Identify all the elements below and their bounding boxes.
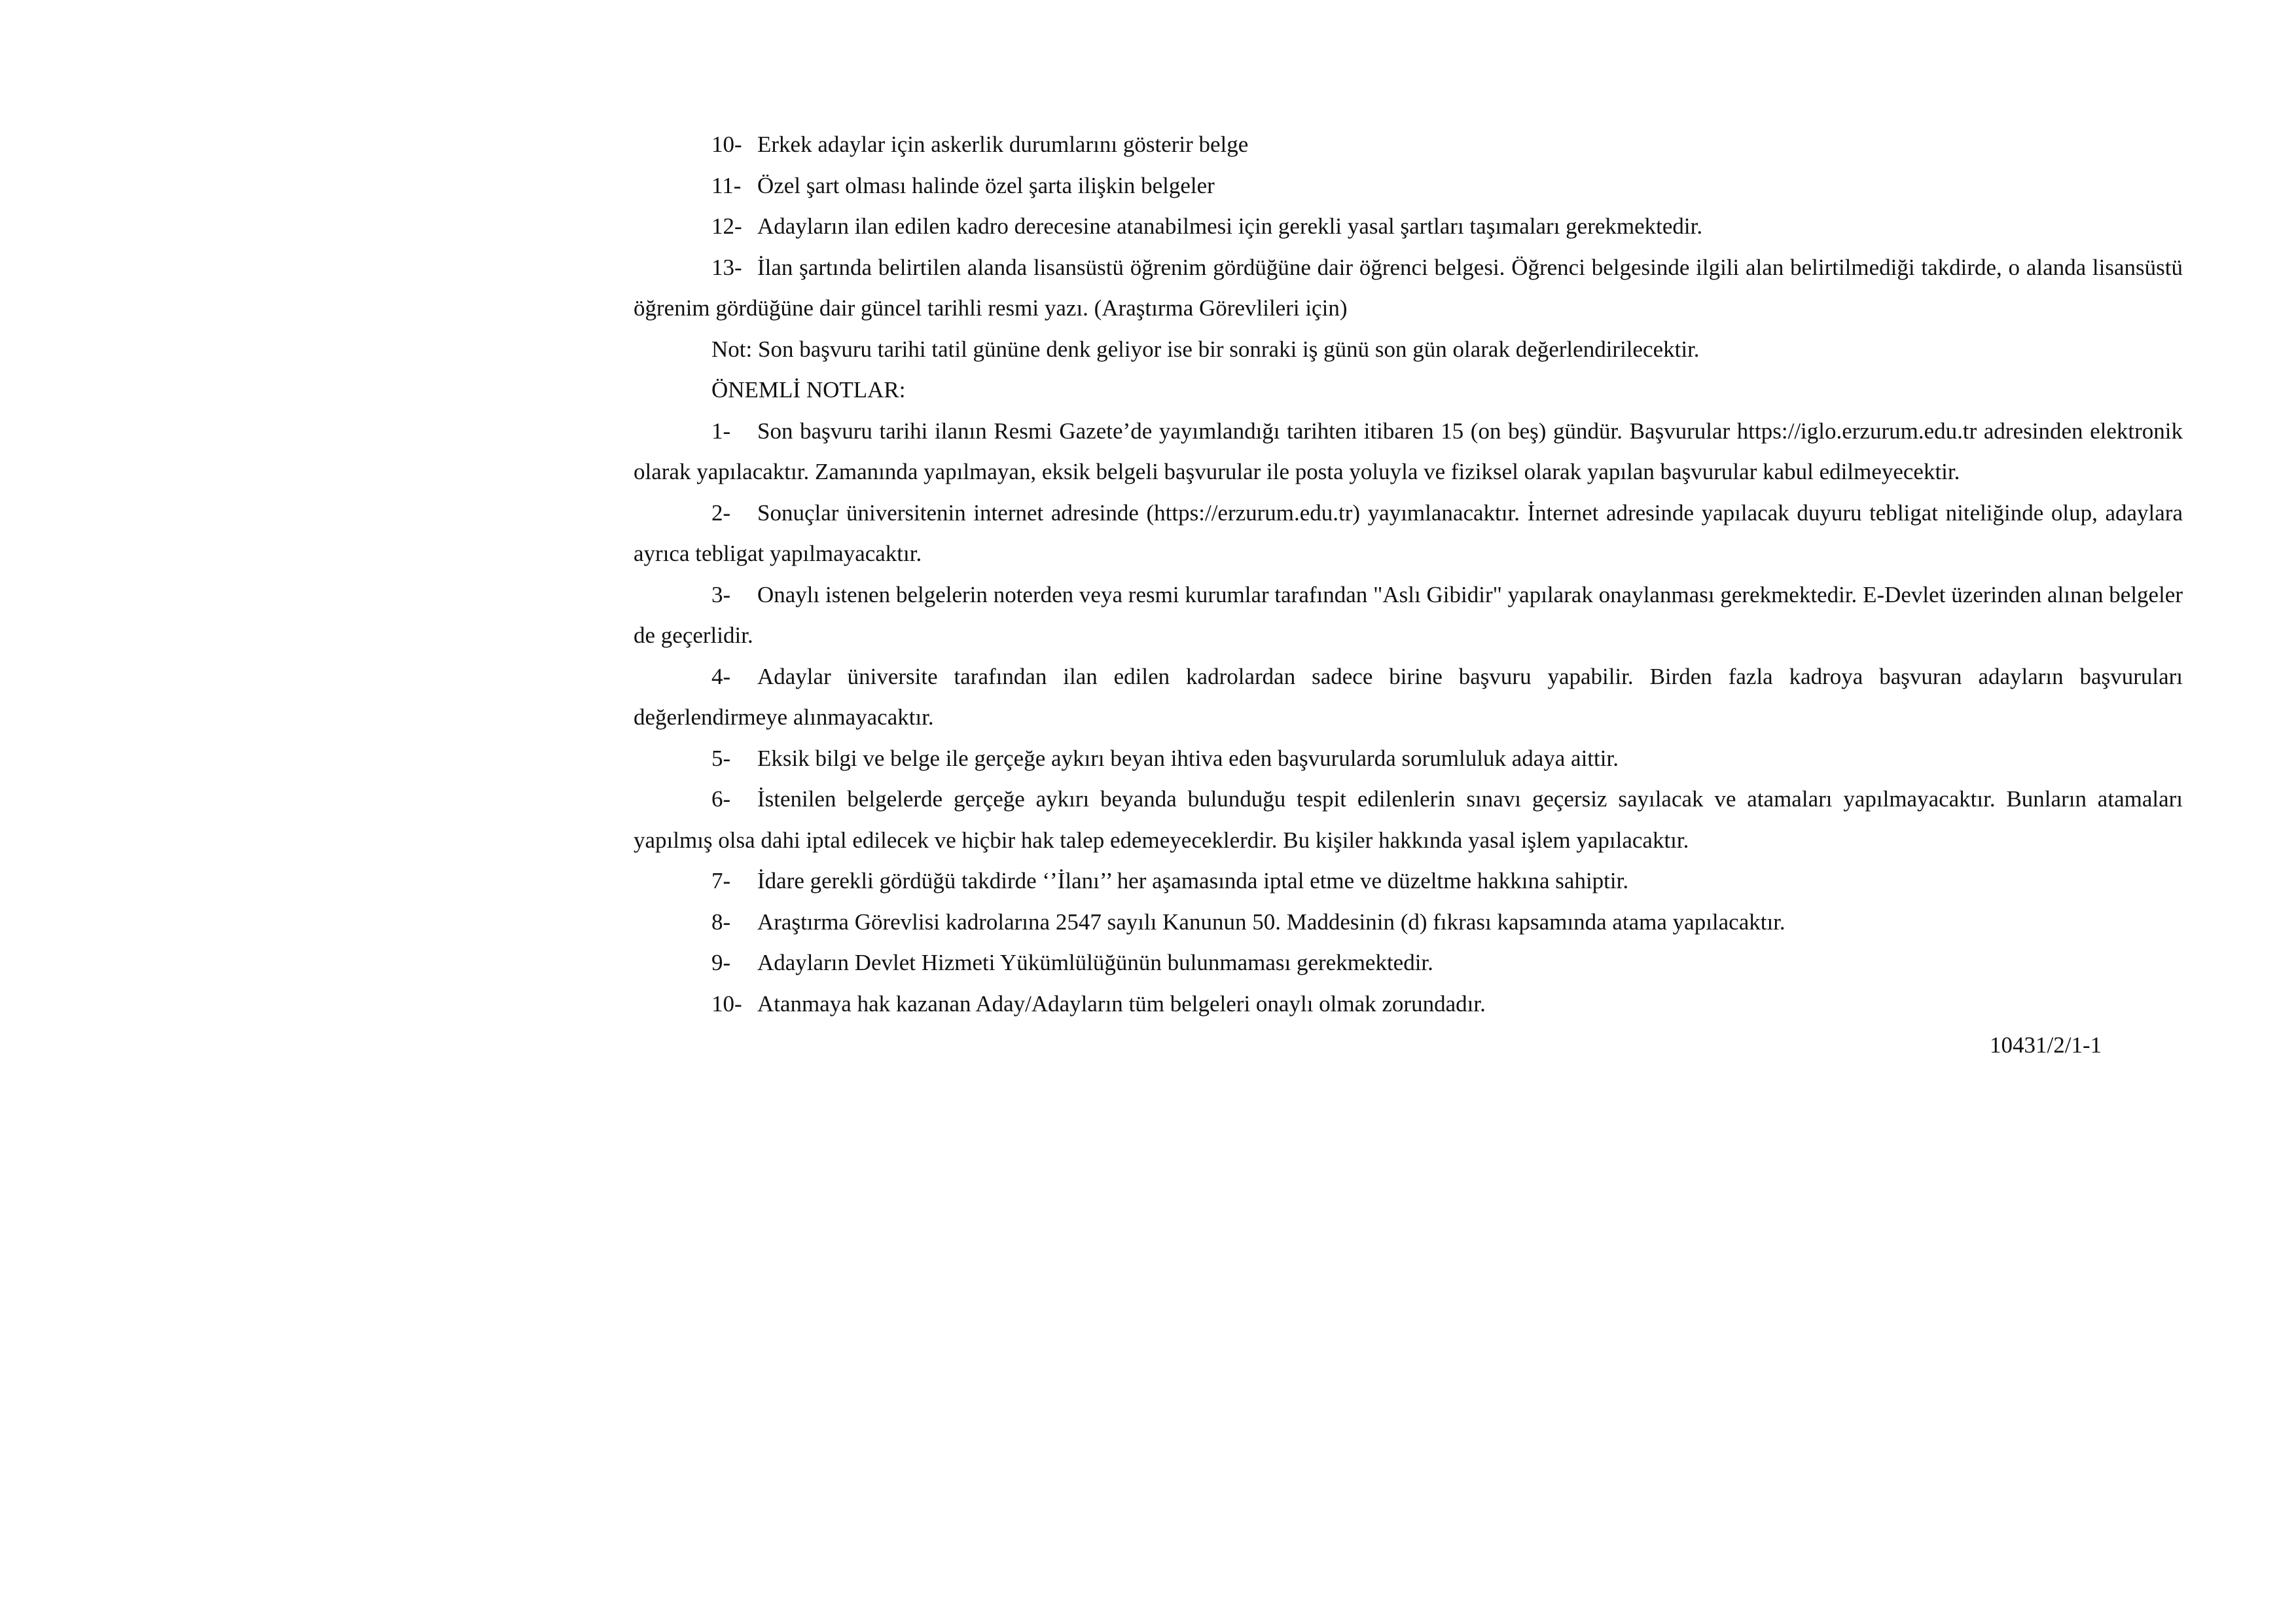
requirement-number: 12- [711, 213, 742, 239]
important-note-item [634, 575, 2183, 657]
document-reference-number: 10431/2/1-1 [1990, 1032, 2102, 1058]
requirement-item [634, 166, 2183, 207]
note-number: 2- [711, 499, 731, 526]
important-note-item [634, 411, 2183, 493]
note-text: Son başvuru tarihi ilanın Resmi Gazete’de yayımlandığı tarihten itibaren 15 (on beş) gündür. Başvurular https://iglo.erzurum.edu.tr adresinden elektronik olarak yapılacaktır. Zamanında yapılmayan, eksik belgeli başvurular ile posta yoluyla ve fiziksel olarak yapılan başvurular kabul edilmeyecektir. [634, 418, 2183, 484]
important-note-item [634, 493, 2183, 575]
requirement-number: 13- [711, 254, 742, 280]
important-note-item [634, 943, 2183, 984]
requirement-text: İlan şartında belirtilen alanda lisansüstü öğrenim gördüğüne dair öğrenci belgesi. Öğrenci belgesinde ilgili alan belirtilmediği takdirde, o alanda lisansüstü öğrenim gördüğüne dair güncel tarihli resmi yazı. (Araştırma Görevlileri için) [634, 254, 2183, 321]
deadline-note: Not: Son başvuru tarihi tatil gününe denk geliyor ise bir sonraki iş günü son gün olarak değerlendirilecektir. [711, 336, 1700, 362]
important-note-item [634, 984, 2183, 1025]
note-number: 9- [711, 950, 731, 975]
note-number: 3- [711, 581, 731, 607]
important-note-item [634, 861, 2183, 902]
note-text: Araştırma Görevlisi kadrolarına 2547 sayılı Kanunun 50. Maddesinin (d) fıkrası kapsamında atama yapılacaktır. [757, 909, 1785, 935]
requirement-text: Özel şart olması halinde özel şarta ilişkin belgeler [757, 172, 1215, 198]
requirement-item [634, 206, 2183, 247]
note-number: 10- [711, 990, 742, 1017]
note-text: Adayların Devlet Hizmeti Yükümlülüğünün bulunmaması gerekmektedir. [757, 950, 1433, 975]
requirement-number: 11- [711, 172, 742, 198]
requirement-text: Erkek adaylar için askerlik durumlarını gösterir belge [757, 132, 1249, 157]
note-number: 6- [711, 786, 731, 812]
document-body [634, 124, 2183, 1024]
note-number: 1- [711, 418, 731, 444]
note-text: Sonuçlar üniversitenin internet adresinde (https://erzurum.edu.tr) yayımlanacaktır. İnternet adresinde yapılacak duyuru tebligat niteliğinde olup, adaylara ayrıca tebligat yapılmayacaktır. [634, 499, 2183, 566]
requirement-item [634, 247, 2183, 329]
note-text: Adaylar üniversite tarafından ilan edilen kadrolardan sadece birine başvuru yapabilir. Birden fazla kadroya başvuran adayların başvuruları değerlendirmeye alınmayacaktır. [634, 663, 2183, 730]
requirement-item [634, 124, 2183, 166]
important-notes-heading: ÖNEMLİ NOTLAR: [711, 377, 906, 403]
note-text: İdare gerekli gördüğü takdirde ‘’İlanı’’ her aşamasında iptal etme ve düzeltme hakkına sahiptir. [757, 868, 1629, 893]
note-text: Onaylı istenen belgelerin noterden veya resmi kurumlar tarafından "Aslı Gibidir" yapılarak onaylanması gerekmektedir. E-Devlet üzerinden alınan belgeler de geçerlidir. [634, 581, 2183, 648]
requirement-text: Adayların ilan edilen kadro derecesine atanabilmesi için gerekli yasal şartları taşımaları gerekmektedir. [757, 213, 1703, 239]
note-text: İstenilen belgelerde gerçeğe aykırı beyanda bulunduğu tespit edilenlerin sınavı geçersiz sayılacak ve atamaları yapılmayacaktır. Bunların atamaları yapılmış olsa dahi iptal edilecek ve hiçbir hak talep edemeyeceklerdir. Bu kişiler hakkında yasal işlem yapılacaktır. [634, 786, 2183, 853]
important-note-item [634, 738, 2183, 780]
note-text: Atanmaya hak kazanan Aday/Adayların tüm belgeleri onaylı olmak zorundadır. [757, 990, 1486, 1017]
important-note-item [634, 779, 2183, 861]
note-number: 5- [711, 745, 731, 771]
note-number: 4- [711, 663, 731, 689]
requirement-number: 10- [711, 132, 742, 157]
note-number: 8- [711, 909, 731, 935]
note-number: 7- [711, 868, 731, 893]
important-note-item [634, 902, 2183, 943]
important-note-item [634, 657, 2183, 738]
note-text: Eksik bilgi ve belge ile gerçeğe aykırı beyan ihtiva eden başvurularda sorumluluk adaya aittir. [757, 745, 1619, 771]
